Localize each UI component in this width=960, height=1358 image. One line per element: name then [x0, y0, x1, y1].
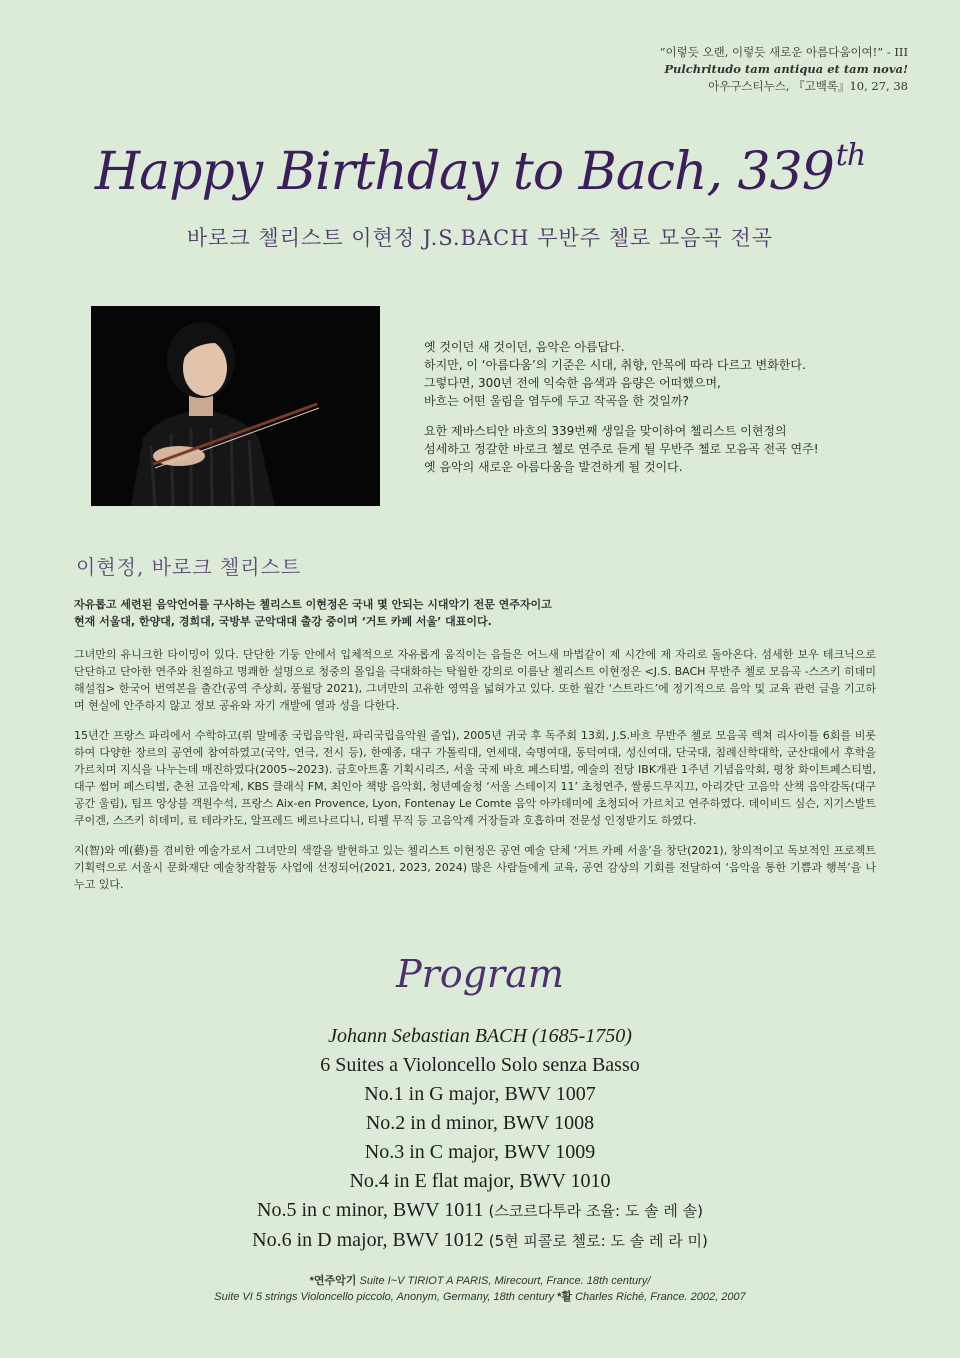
intro-line: 하지만, 이 ‘아름다움’의 기준은 시대, 취향, 안목에 따라 다르고 변화한다.	[424, 358, 806, 372]
program-title: Program	[396, 952, 564, 996]
instrument-detail: Suite I~V TIRIOT A PARIS, Mirecourt, France. 18th century/	[359, 1275, 651, 1287]
title-text: Happy Birthday to Bach, 339	[94, 142, 834, 202]
bio-lead-line: 현재 서울대, 한양대, 경희대, 국방부 군악대대 출강 중이며 ‘거트 카페 서울’ 대표이다.	[74, 615, 492, 628]
suite-title: No.1 in G major, BWV 1007	[364, 1083, 596, 1105]
cellist-photo	[91, 306, 380, 506]
suite-item	[0, 1080, 960, 1109]
suite-item	[0, 1167, 960, 1196]
suite-title: No.3 in C major, BWV 1009	[364, 1141, 596, 1163]
intro-line: 그렇다면, 300년 전에 익숙한 음색과 음량은 어떠했으며,	[424, 376, 721, 390]
bio-lead-line: 자유롭고 세련된 음악언어를 구사하는 첼리스트 이현정은 국내 몇 안되는 시대악기 전문 연주자이고	[74, 598, 552, 611]
instrument-label: *연주악기	[309, 1275, 357, 1287]
title-superscript: th	[835, 138, 866, 173]
epigraph-source: 아우구스티누스, 『고백록』10, 27, 38	[708, 79, 908, 93]
intro-text	[424, 338, 894, 488]
epigraph-latin: Pulchritudo tam antiqua et tam nova!	[664, 62, 908, 76]
bow-detail: Charles Riché, France. 2002, 2007	[575, 1291, 746, 1303]
suite-item	[0, 1138, 960, 1167]
bow-label: *활	[557, 1291, 573, 1303]
bio-paragraph-1: 그녀만의 유니크한 타이밍이 있다. 단단한 기둥 안에서 입체적으로 자유롭게 움직이는 음들은 어느새 마법같이 제 시간에 제 자리로 돌아온다. 섬세한 보우 테크닉으로 단단하고 단아한 연주와 친절하고 명쾌한 설명으로 청중의 몰입을 극대화하는 탁월한 강의로 이름난 첼리스트 이현정은 <J.S. BACH 무반주 첼로 모음곡 -스즈키 히데미 해설집> 한국어 번역본을 출간(공역 주상희, 풍월당 2021), 그녀만의 고유한 영역을 넓혀가고 있다. 또한 월간 ‘스트라드’에 정기적으로 음악 및 교육 관련 글을 기고하며 현실에 안주하지 않고 정보 공유와 자기 개발에 열과 성을 다한다.	[74, 648, 876, 712]
suite-title: No.4 in E flat major, BWV 1010	[349, 1170, 611, 1192]
program-composer: Johann Sebastian BACH (1685-1750)	[328, 1025, 632, 1047]
program-list	[0, 1022, 960, 1256]
cellist-portrait-illustration	[91, 306, 380, 506]
suite-title: No.6 in D major, BWV 1012	[252, 1229, 484, 1251]
intro-line: 바흐는 어떤 울림을 염두에 두고 작곡을 한 것일까?	[424, 394, 689, 408]
page-title	[0, 138, 960, 202]
bio-paragraph-2: 15년간 프랑스 파리에서 수학하고(뤼 말메종 국립음악원, 파리국립음악원 졸업), 2005년 귀국 후 독주회 13회, J.S.바흐 무반주 첼로 모음곡 렉쳐 리사이틀 6회를 비롯하여 다양한 장르의 공연에 참여하였고(국악, 연극, 전시 등), 한예종, 대구 가톨릭대, 연세대, 숙명여대, 동덕여대, 성신여대, 단국대, 침례신학대학, 군산대에서 후학을 가르치며 지식을 나누는데 매진하였다(2005~2023). 금호아트홀 기획시리즈, 서울 국제 바흐 페스티벌, 예술의 전당 IBK개관 1주년 기념음악회, 평창 화이트페스티벌, 대구 썸머 페스티벌, 춘천 고음악제, KBS 클래식 FM, 최인아 책방 음악회, 청년예술청 ‘서울 스테이지 11’ 초청연주, 쌀롱드무지끄, 아리갓단 고음악 산책 음악감독(대구 공간 울림), 팀프 앙상블 객원수석, 프랑스 Aix-en Provence, Lyon, Fontenay Le Comte 음악 아카데미에 초청되어 가르치고 연주하였다. 데이비드 심슨, 지기스발트 쿠이겐, 스즈키 히데미, 료 테라카도, 알프레드 베르나르디니, 티펠 무직 등 고음악계 거장들과 호흡하며 전문성 인정받기도 하였다.	[74, 729, 876, 827]
intro-paragraph-1	[424, 338, 894, 410]
bio-paragraph-3: 지(智)와 예(藝)를 겸비한 예술가로서 그녀만의 색깔을 발현하고 있는 첼리스트 이현정은 공연 예술 단체 ‘거트 카페 서울’을 창단(2021), 창의적이고 독보적인 프로젝트 기획력으로 서울시 문화재단 예술창작활동 사업에 선정되어(2021, 2023, 2024) 많은 사람들에게 교육, 공연 감상의 기회를 전달하여 ‘음악을 통한 기쁨과 행복’을 나누고 있다.	[74, 844, 876, 891]
suite-item	[0, 1109, 960, 1138]
intro-paragraph-2	[424, 422, 894, 476]
suite-item	[0, 1226, 960, 1256]
suite-tuning-note: (5현 피콜로 첼로: 도 솔 레 라 미)	[488, 1232, 708, 1250]
bio-heading: 이현정, 바로크 첼리스트	[76, 555, 302, 579]
instrument-detail-2: Suite VI 5 strings Violoncello piccolo, Anonym, Germany, 18th century	[214, 1291, 555, 1303]
suite-tuning-note: (스코르다투라 조율: 도 솔 레 솔)	[488, 1202, 703, 1220]
instrument-footnote	[0, 1273, 960, 1305]
intro-line: 옛 음악의 새로운 아름다움을 발견하게 될 것이다.	[424, 460, 683, 474]
page-subtitle: 바로크 첼리스트 이현정 J.S.BACH 무반주 첼로 모음곡 전곡	[186, 226, 774, 250]
intro-line: 옛 것이던 새 것이던, 음악은 아름답다.	[424, 340, 625, 354]
suite-item	[0, 1196, 960, 1226]
suite-title: No.2 in d minor, BWV 1008	[365, 1112, 595, 1134]
suite-title: No.5 in c minor, BWV 1011	[257, 1199, 484, 1221]
intro-line: 섬세하고 정갈한 바로크 첼로 연주로 듣게 될 무반주 첼로 모음곡 전곡 연주!	[424, 442, 819, 456]
program-work: 6 Suites a Violoncello Solo senza Basso	[320, 1054, 640, 1076]
epigraph-korean: “이렇듯 오랜, 이렇듯 새로운 아름다움이여!” - III	[659, 45, 908, 59]
epigraph	[388, 44, 908, 95]
footnote-line-2	[0, 1289, 960, 1305]
biography	[74, 596, 876, 906]
bio-lead	[74, 596, 876, 630]
intro-line: 요한 제바스티안 바흐의 339번째 생일을 맞이하여 첼리스트 이현정의	[424, 424, 787, 438]
footnote-line-1	[0, 1273, 960, 1289]
